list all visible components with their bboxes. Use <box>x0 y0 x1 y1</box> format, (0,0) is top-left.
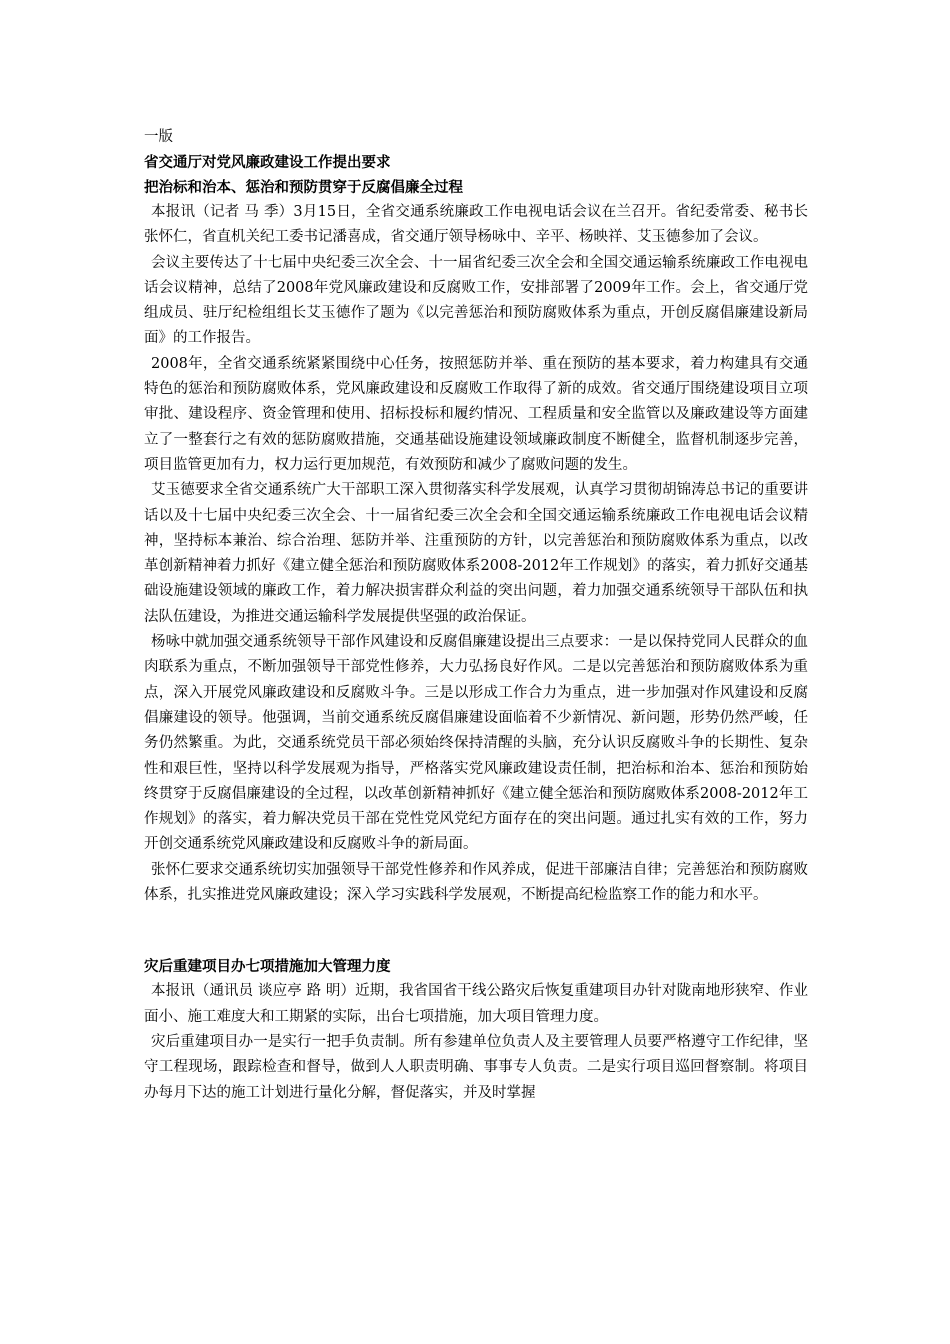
article1-paragraph: 艾玉德要求全省交通系统广大干部职工深入贯彻落实科学发展观，认真学习贯彻胡锦涛总书记的重要讲话以及十七届中央纪委三次全会、十一届省纪委三次全会和全国交通运输系统廉政工作电视电话会议精神，坚持标本兼治、综合治理、惩防并举、注重预防的方针，以完善惩治和预防腐败体系为重点，以改革创新精神着力抓好《建立健全惩治和预防腐败体系2008-2012年工作规划》的落实，着力抓好交通基础设施建设领域的廉政工作，着力解决损害群众利益的突出问题，着力加强交通系统领导干部队伍和执法队伍建设，为推进交通运输科学发展提供坚强的政治保证。 <box>144 482 808 625</box>
article1-subheadline: 把治标和治本、惩治和预防贯穿于反腐倡廉全过程 <box>144 179 463 196</box>
document-page <box>144 125 808 1106</box>
section-spacer <box>144 908 808 954</box>
article1-paragraph: 本报讯（记者 马 季）3月15日，全省交通系统廉政工作电视电话会议在兰召开。省纪委常委、秘书长张怀仁，省直机关纪工委书记潘喜成，省交通厅领导杨咏中、辛平、杨映祥、艾玉德参加了会议。 <box>144 204 808 246</box>
article1-paragraph: 张怀仁要求交通系统切实加强领导干部党性修养和作风养成，促进干部廉洁自律；完善惩治和预防腐败体系，扎实推进党风廉政建设；深入学习实践科学发展观，不断提高纪检监察工作的能力和水平。 <box>144 861 808 904</box>
edition-label: 一版 <box>144 129 173 145</box>
article1-headline: 省交通厅对党风廉政建设工作提出要求 <box>144 154 391 171</box>
article1-paragraph: 杨咏中就加强交通系统领导干部作风建设和反腐倡廉建设提出三点要求：一是以保持党同人民群众的血肉联系为重点，不断加强领导干部党性修养，大力弘扬良好作风。二是以完善惩治和预防腐败体系为重点，深入开展党风廉政建设和反腐败斗争。三是以形成工作合力为重点，进一步加强对作风建设和反腐倡廉建设的领导。他强调，当前交通系统反腐倡廉建设面临着不少新情况、新问题，形势仍然严峻，任务仍然繁重。为此，交通系统党员干部必须始终保持清醒的头脑，充分认识反腐败斗争的长期性、复杂性和艰巨性，坚持以科学发展观为指导，严格落实党风廉政建设责任制，把治标和治本、惩治和预防始终贯穿于反腐倡廉建设的全过程，以改革创新精神抓好《建立健全惩治和预防腐败体系2008-2012年工作规划》的落实，着力解决党员干部在党性党风党纪方面存在的突出问题。通过扎实有效的工作，努力开创交通系统党风廉政建设和反腐败斗争的新局面。 <box>144 634 808 853</box>
article2-headline: 灾后重建项目办七项措施加大管理力度 <box>144 958 391 976</box>
article1-paragraph: 2008年，全省交通系统紧紧围绕中心任务，按照惩防并举、重在预防的基本要求，着力构建具有交通特色的惩治和预防腐败体系，党风廉政建设和反腐败工作取得了新的成效。省交通厅围绕建设项目立项审批、建设程序、资金管理和使用、招标投标和履约情况、工程质量和安全监管以及廉政建设等方面建立了一整套行之有效的惩防腐败措施，交通基础设施建设领域廉政制度不断健全，监督机制逐步完善，项目监管更加有力，权力运行更加规范，有效预防和减少了腐败问题的发生。 <box>144 355 808 473</box>
article1-paragraph: 会议主要传达了十七届中央纪委三次全会、十一届省纪委三次全会和全国交通运输系统廉政工作电视电话会议精神，总结了2008年党风廉政建设和反腐败工作，安排部署了2009年工作。会上，省交通厅党组成员、驻厅纪检组组长艾玉德作了题为《以完善惩治和预防腐败体系为重点，开创反腐倡廉建设新局面》的工作报告。 <box>144 254 808 347</box>
article2-paragraph: 灾后重建项目办一是实行一把手负责制。所有参建单位负责人及主要管理人员要严格遵守工作纪律，坚守工程现场，跟踪检查和督导，做到人人职责明确、事事专人负责。二是实行项目巡回督察制。将项目办每月下达的施工计划进行量化分解，督促落实，并及时掌握 <box>144 1033 808 1101</box>
article2-paragraph: 本报讯（通讯员 谈应亭 路 明）近期，我省国省干线公路灾后恢复重建项目办针对陇南地形狭窄、作业面小、施工难度大和工期紧的实际，出台七项措施，加大项目管理力度。 <box>144 983 808 1025</box>
